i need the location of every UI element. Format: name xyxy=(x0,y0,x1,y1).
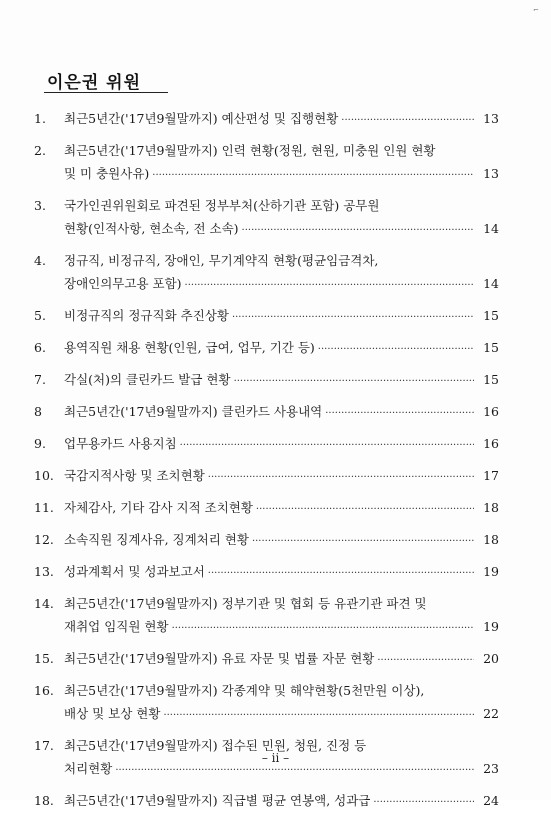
toc-entry[interactable] xyxy=(0,368,551,391)
toc-leader-dots xyxy=(208,562,474,585)
toc-entry[interactable] xyxy=(0,304,551,327)
toc-entry-text: 배상 및 보상 현황 xyxy=(64,706,161,721)
toc-entry-line xyxy=(64,336,499,361)
toc-leader-dots xyxy=(252,530,474,553)
toc-entry[interactable] xyxy=(0,528,551,551)
toc-entry-text: 용역직원 채용 현황(인원, 급여, 업무, 기간 등) xyxy=(64,340,315,355)
toc-entry-text: 국감지적사항 및 조치현황 xyxy=(64,468,205,483)
toc-leader-dots xyxy=(234,370,474,393)
toc-entry[interactable] xyxy=(0,194,551,240)
toc-entry-text: 최근5년간('17년9월말까지) 정부기관 및 협회 등 유관기관 파견 및 xyxy=(64,596,427,611)
toc-leader-dots xyxy=(318,338,474,361)
toc-entry-number: 18. xyxy=(34,793,54,808)
toc-page-number: 15 xyxy=(483,340,499,355)
toc-entry-text: 최근5년간('17년9월말까지) 각종계약 및 해약현황(5천만원 이상), xyxy=(64,683,425,698)
toc-entry-line xyxy=(64,272,499,297)
toc-entry[interactable] xyxy=(0,400,551,423)
toc-entry-text: 최근5년간('17년9월말까지) 접수된 민원, 청원, 진정 등 xyxy=(64,738,367,753)
toc-entry-number: 11. xyxy=(34,500,54,515)
toc-entry-text: 현황(인적사항, 현소속, 전 소속) xyxy=(64,221,239,236)
toc-entry-line xyxy=(64,464,499,489)
toc-entry-text: 자체감사, 기타 감사 지적 조치현황 xyxy=(64,500,253,515)
toc-entry-text: 처리현황 xyxy=(64,761,113,776)
toc-entry-line xyxy=(64,702,499,727)
toc-page-number: 19 xyxy=(483,564,499,579)
toc-entry-number: 9. xyxy=(34,436,46,451)
toc-entry-number: 12. xyxy=(34,532,54,547)
toc-entry[interactable] xyxy=(0,139,551,185)
toc-entry-number: 3. xyxy=(34,198,46,213)
toc-entry-number: 10. xyxy=(34,468,54,483)
toc-entry-text: 장애인의무고용 포함) xyxy=(64,276,182,291)
toc-page-number: 24 xyxy=(483,793,499,808)
toc-entry-text: 최근5년간('17년9월말까지) 클린카드 사용내역 xyxy=(64,404,323,419)
toc-page-number: 20 xyxy=(483,651,499,666)
toc-entry-number: 17. xyxy=(34,738,54,753)
toc-entry-line xyxy=(64,249,499,272)
toc-entry-text: 및 미 충원사유) xyxy=(64,166,150,181)
toc-entry-number: 7. xyxy=(34,372,46,387)
toc-leader-dots xyxy=(163,704,474,727)
toc-entry-line xyxy=(64,107,499,132)
toc-entry-text: 각실(처)의 클린카드 발급 현황 xyxy=(64,372,231,387)
toc-entry-line xyxy=(64,432,499,457)
toc-entry-line xyxy=(64,789,499,814)
title-underline xyxy=(44,92,168,93)
toc-entry-line xyxy=(64,592,499,615)
toc-entry-text: 성과계획서 및 성과보고서 xyxy=(64,564,205,579)
toc-entry[interactable] xyxy=(0,647,551,670)
toc-leader-dots xyxy=(242,219,474,242)
toc-entry-text: 비정규직의 정규직화 추진상황 xyxy=(64,308,229,323)
toc-entry-text: 국가인권위원회로 파견된 정부부처(산하기관 포함) 공무원 xyxy=(64,198,380,213)
toc-entry-text: 재취업 임직원 현황 xyxy=(64,619,169,634)
toc-entry[interactable] xyxy=(0,679,551,725)
toc-entry-line xyxy=(64,647,499,672)
toc-entry[interactable] xyxy=(0,464,551,487)
toc-page-number: 14 xyxy=(483,221,499,236)
toc-leader-dots xyxy=(152,164,474,187)
toc-entry-number: 4. xyxy=(34,253,46,268)
toc-entry-line xyxy=(64,560,499,585)
toc-entry-text: 최근5년간('17년9월말까지) 인력 현황(정원, 현원, 미충원 인원 현황 xyxy=(64,143,436,158)
toc-entry[interactable] xyxy=(0,560,551,583)
toc-leader-dots xyxy=(377,649,474,672)
toc-leader-dots xyxy=(172,617,474,640)
toc-entry-number: 15. xyxy=(34,651,54,666)
toc-entry-number: 6. xyxy=(34,340,46,355)
toc-page-number: 19 xyxy=(483,619,499,634)
toc-page-number: 17 xyxy=(483,468,499,483)
toc-entry-line xyxy=(64,162,499,187)
toc-entry-number: 5. xyxy=(34,308,46,323)
toc-page-number: 16 xyxy=(483,404,499,419)
toc-entry[interactable] xyxy=(0,789,551,812)
toc-entry-text: 최근5년간('17년9월말까지) 직급별 평균 연봉액, 성과급 xyxy=(64,793,371,808)
toc-leader-dots xyxy=(325,402,474,425)
toc-entry-line xyxy=(64,304,499,329)
toc-entry-line xyxy=(64,496,499,521)
toc-entry-line xyxy=(64,615,499,640)
toc-entry-number: 14. xyxy=(34,596,54,611)
toc-leader-dots xyxy=(232,306,474,329)
toc-page-number: 23 xyxy=(483,761,499,776)
toc-entry-number: 13. xyxy=(34,564,54,579)
toc-page-number: 18 xyxy=(483,532,499,547)
toc-page-number: 16 xyxy=(483,436,499,451)
toc-entry[interactable] xyxy=(0,432,551,455)
toc-leader-dots xyxy=(256,498,474,521)
toc-leader-dots xyxy=(208,466,474,489)
toc-leader-dots xyxy=(185,274,474,297)
toc-page-number: 22 xyxy=(483,706,499,721)
toc-entry[interactable] xyxy=(0,336,551,359)
toc-entry[interactable] xyxy=(0,592,551,638)
toc-entry[interactable] xyxy=(0,107,551,130)
toc-entry-text: 업무용카드 사용지침 xyxy=(64,436,177,451)
toc-entry-number: 16. xyxy=(34,683,54,698)
toc-entry-text: 소속직원 징계사유, 징계처리 현황 xyxy=(64,532,249,547)
toc-entry-text: 정규직, 비정규직, 장애인, 무기계약직 현황(평균임금격차, xyxy=(64,253,379,268)
toc-leader-dots xyxy=(373,791,474,814)
toc-page-number: 13 xyxy=(483,111,499,126)
toc-page-number: 15 xyxy=(483,372,499,387)
toc-entry-line xyxy=(64,400,499,425)
toc-entry[interactable] xyxy=(0,249,551,295)
toc-entry-line xyxy=(64,528,499,553)
toc-entry-line xyxy=(64,368,499,393)
toc-page-number: 18 xyxy=(483,500,499,515)
toc-entry-number: 8 xyxy=(34,404,42,419)
toc-leader-dots xyxy=(341,109,474,132)
toc-entry-line xyxy=(64,139,499,162)
toc-leader-dots xyxy=(180,434,474,457)
section-title: 이은권 위원 xyxy=(47,73,142,93)
toc-page-number: 13 xyxy=(483,166,499,181)
corner-mark: ⌐ xyxy=(533,6,539,14)
toc-entry-number: 2. xyxy=(34,143,46,158)
page-number-footer: – ii – xyxy=(261,751,290,765)
toc-page-number: 15 xyxy=(483,308,499,323)
toc-entry-line xyxy=(64,679,499,702)
toc-page-number: 14 xyxy=(483,276,499,291)
toc-entry-number: 1. xyxy=(34,111,46,126)
toc-entry[interactable] xyxy=(0,496,551,519)
toc-entry-line xyxy=(64,194,499,217)
toc-entry-text: 최근5년간('17년9월말까지) 유료 자문 및 법률 자문 현황 xyxy=(64,651,375,666)
toc-entry-line xyxy=(64,217,499,242)
toc-entry-text: 최근5년간('17년9월말까지) 예산편성 및 집행현황 xyxy=(64,111,339,126)
